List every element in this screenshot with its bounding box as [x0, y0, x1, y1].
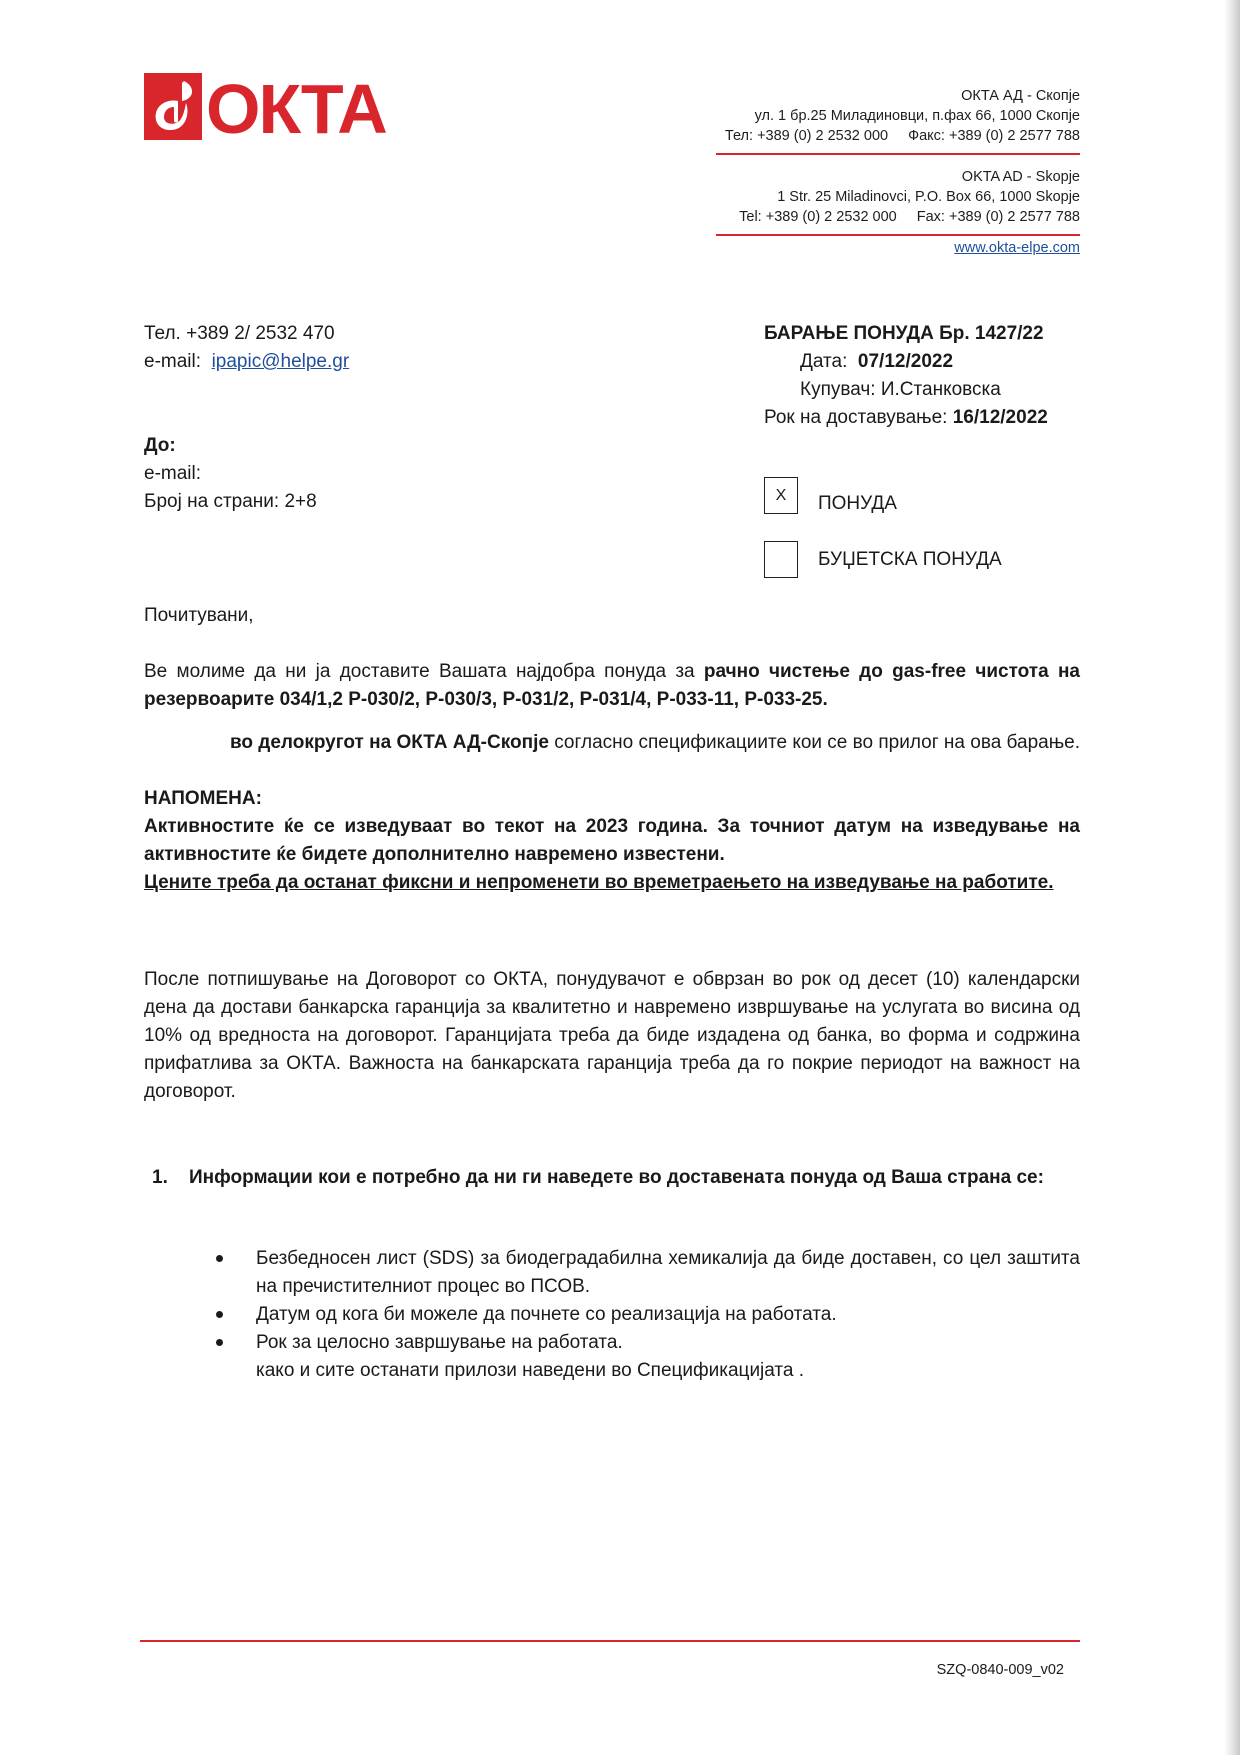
- website-link[interactable]: www.okta-elpe.com: [954, 240, 1080, 256]
- company-name-en: OKTA AD - Skopje: [961, 169, 1080, 185]
- section-title: Информации кои е потребно да ни ги наведете во доставената понуда од Ваша страна се:: [188, 1167, 1044, 1188]
- bullet-icon: [216, 1311, 223, 1318]
- company-phone-mk: Тел: +389 (0) 2 2532 000: [724, 128, 889, 144]
- request-date: 07/12/2022: [857, 351, 954, 372]
- request-date-row: [764, 348, 1044, 376]
- scope-company: во делокругот на ОКТА АД-Скопје: [229, 732, 549, 753]
- company-address-mk: ул. 1 бр.25 Миладиновци, п.фах 66, 1000 Скопје: [754, 108, 1080, 124]
- budget-offer-checkbox[interactable]: [764, 541, 798, 578]
- request-buyer-row: [764, 376, 1044, 404]
- request-deadline-label: Рок на доставување:: [764, 407, 948, 428]
- sender-email-row: [144, 348, 349, 376]
- footer-divider: [140, 1640, 1080, 1642]
- bullet-icon: [216, 1339, 223, 1346]
- list-item-text: Рок за целосно завршување на работата.: [256, 1332, 623, 1353]
- header-divider-1: [716, 153, 1080, 155]
- budget-offer-checkbox-label: БУЏЕТСКА ПОНУДА: [818, 549, 1002, 570]
- section-heading: [152, 1164, 1080, 1192]
- recipient-pages: Број на страни: 2+8: [144, 491, 317, 512]
- company-fax-mk: Факс: +389 (0) 2 2577 788: [908, 128, 1080, 144]
- company-address-en: 1 Str. 25 Miladinovci, P.O. Box 66, 1000 Skopje: [777, 189, 1080, 205]
- okta-logo: [144, 73, 400, 140]
- company-contacts-en: [739, 207, 1080, 227]
- request-paragraph: [144, 658, 1080, 714]
- recipient-block: [144, 432, 317, 516]
- request-date-label: Дата:: [800, 351, 848, 372]
- list-item: [216, 1329, 1080, 1385]
- request-title: БАРАЊЕ ПОНУДА Бр. 1427/22: [764, 323, 1044, 344]
- list-item: [216, 1245, 1080, 1301]
- request-deadline-row: [764, 404, 1048, 432]
- note-title: НАПОМЕНА:: [144, 788, 262, 809]
- request-buyer-label: Купувач:: [800, 379, 876, 400]
- scope-paragraph: [144, 729, 1080, 757]
- sender-phone: Тел. +389 2/ 2532 470: [144, 323, 335, 344]
- offer-checkbox[interactable]: X: [764, 477, 798, 514]
- list-item-text: Безбедносен лист (SDS) за биодеградабилна хемикалија да биде доставен, со цел заштита на пречистителниот процес во ПСОВ.: [256, 1248, 1080, 1297]
- recipient-email-label: e-mail:: [144, 463, 202, 484]
- document-code: SZQ-0840-009_v02: [936, 1662, 1064, 1678]
- sender-email-label: e-mail:: [144, 351, 202, 372]
- company-contacts-mk: [725, 126, 1080, 146]
- bullet-icon: [216, 1255, 223, 1262]
- sender-contact: [144, 320, 349, 376]
- section-number: 1.: [152, 1167, 168, 1188]
- company-phone-en: Tel: +389 (0) 2 2532 000: [739, 209, 897, 225]
- scope-text: согласно спецификациите кои се во прилог на ова барање.: [548, 732, 1080, 753]
- guarantee-paragraph: После потпишување на Договорот со ОКТА, понудувачот е обврзан во рок од десет (10) календарски дена да достави банкарска гаранција за квалитетно и навремено извршување на услугата во висина од 10% од вредноста на договорот. Гаранцијата треба да биде издадена од банка, во форма и содржина прифатлива за ОКТА. Важноста на банкарската гаранција треба да го покрие периодот на важност на договорот.: [144, 969, 1080, 1102]
- recipient-to-label: До:: [144, 435, 176, 456]
- company-fax-en: Fax: +389 (0) 2 2577 788: [916, 209, 1080, 225]
- list-item-text: Датум од кога би можеле да почнете со реализација на работата.: [256, 1304, 837, 1325]
- note-activities: Активностите ќе се изведуваат во текот на 2023 година. За точниот датум на изведување на активностите ќе бидете дополнително навремено известени.: [144, 816, 1080, 865]
- requirements-list: [216, 1245, 1080, 1385]
- company-name-mk: ОКТА АД - Скопје: [961, 88, 1080, 104]
- company-header-mk: [725, 86, 1080, 146]
- list-tail-text: како и сите останати прилози наведени во Спецификацијата .: [256, 1360, 805, 1381]
- request-deadline: 16/12/2022: [952, 407, 1048, 428]
- request-paragraph-scope: рачно чистење до gas-free чистота на резервоарите 034/1,2 P-030/2, P-030/3, P-031/2, P-031/4, P-033-11, P-033-25.: [144, 661, 1080, 710]
- header-divider-2: [716, 234, 1080, 236]
- greeting: Почитувани,: [144, 605, 254, 626]
- page-edge-shadow: [1224, 0, 1240, 1755]
- offer-checkbox-label: ПОНУДА: [818, 493, 897, 514]
- request-info: [764, 320, 1044, 404]
- request-buyer: И.Станковска: [880, 379, 1001, 400]
- sender-email-link[interactable]: ipapic@helpe.gr: [211, 351, 350, 372]
- note-prices: Цените треба да останат фиксни и непроменети во времетраењето на изведување на работите.: [144, 872, 1054, 893]
- logo-wordmark: ОКТА: [206, 73, 386, 140]
- list-item: [216, 1301, 1080, 1329]
- company-header-en: [739, 167, 1080, 227]
- request-paragraph-intro: Ве молиме да ни ја доставите Вашата најдобра понуда за: [144, 661, 704, 682]
